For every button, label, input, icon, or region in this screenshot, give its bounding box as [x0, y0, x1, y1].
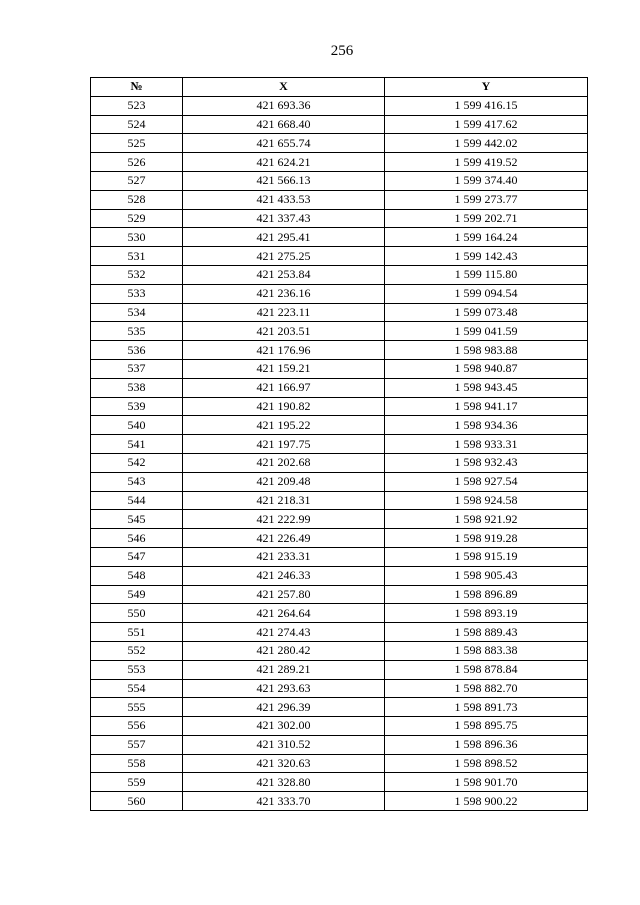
cell-y: 1 598 898.52 [385, 754, 588, 773]
cell-x: 421 275.25 [183, 247, 385, 266]
cell-x: 421 236.16 [183, 284, 385, 303]
cell-number: 536 [91, 341, 183, 360]
cell-x: 421 337.43 [183, 209, 385, 228]
cell-y: 1 599 442.02 [385, 134, 588, 153]
cell-x: 421 264.64 [183, 604, 385, 623]
table-header-row [91, 78, 588, 97]
cell-number: 553 [91, 660, 183, 679]
cell-x: 421 233.31 [183, 547, 385, 566]
table-row [91, 660, 588, 679]
cell-number: 535 [91, 322, 183, 341]
cell-x: 421 296.39 [183, 698, 385, 717]
cell-y: 1 598 915.19 [385, 547, 588, 566]
cell-x: 421 295.41 [183, 228, 385, 247]
cell-x: 421 218.31 [183, 491, 385, 510]
table-row [91, 416, 588, 435]
cell-x: 421 190.82 [183, 397, 385, 416]
table-body [91, 96, 588, 810]
table-row [91, 284, 588, 303]
table-row [91, 510, 588, 529]
column-header-number: № [91, 78, 183, 97]
cell-x: 421 209.48 [183, 472, 385, 491]
cell-number: 551 [91, 623, 183, 642]
cell-number: 539 [91, 397, 183, 416]
cell-x: 421 328.80 [183, 773, 385, 792]
table-row [91, 397, 588, 416]
column-header-y: Y [385, 78, 588, 97]
cell-number: 533 [91, 284, 183, 303]
table-row [91, 190, 588, 209]
cell-y: 1 598 895.75 [385, 717, 588, 736]
cell-x: 421 280.42 [183, 641, 385, 660]
cell-y: 1 599 417.62 [385, 115, 588, 134]
cell-y: 1 599 273.77 [385, 190, 588, 209]
table-row [91, 209, 588, 228]
cell-x: 421 333.70 [183, 792, 385, 811]
cell-x: 421 566.13 [183, 171, 385, 190]
cell-number: 534 [91, 303, 183, 322]
cell-number: 543 [91, 472, 183, 491]
cell-y: 1 598 896.36 [385, 735, 588, 754]
cell-number: 548 [91, 566, 183, 585]
cell-x: 421 668.40 [183, 115, 385, 134]
cell-number: 554 [91, 679, 183, 698]
table-row [91, 378, 588, 397]
column-header-x: X [183, 78, 385, 97]
cell-y: 1 598 983.88 [385, 341, 588, 360]
cell-number: 558 [91, 754, 183, 773]
cell-number: 538 [91, 378, 183, 397]
cell-number: 544 [91, 491, 183, 510]
table-row [91, 435, 588, 454]
cell-x: 421 624.21 [183, 153, 385, 172]
table-row [91, 341, 588, 360]
cell-number: 547 [91, 547, 183, 566]
cell-number: 552 [91, 641, 183, 660]
table-row [91, 153, 588, 172]
cell-number: 524 [91, 115, 183, 134]
cell-y: 1 599 202.71 [385, 209, 588, 228]
cell-number: 523 [91, 96, 183, 115]
cell-x: 421 302.00 [183, 717, 385, 736]
cell-y: 1 598 900.22 [385, 792, 588, 811]
table-row [91, 491, 588, 510]
cell-number: 529 [91, 209, 183, 228]
cell-number: 546 [91, 529, 183, 548]
cell-y: 1 599 115.80 [385, 265, 588, 284]
cell-y: 1 598 934.36 [385, 416, 588, 435]
cell-number: 550 [91, 604, 183, 623]
cell-number: 541 [91, 435, 183, 454]
cell-y: 1 598 893.19 [385, 604, 588, 623]
table-row [91, 604, 588, 623]
table-row [91, 303, 588, 322]
cell-x: 421 320.63 [183, 754, 385, 773]
cell-y: 1 599 416.15 [385, 96, 588, 115]
cell-y: 1 598 882.70 [385, 679, 588, 698]
cell-x: 421 166.97 [183, 378, 385, 397]
cell-x: 421 246.33 [183, 566, 385, 585]
coordinates-table [90, 77, 588, 811]
cell-number: 556 [91, 717, 183, 736]
table-row [91, 359, 588, 378]
cell-x: 421 203.51 [183, 322, 385, 341]
table-row [91, 717, 588, 736]
table-row [91, 792, 588, 811]
cell-x: 421 226.49 [183, 529, 385, 548]
table-row [91, 585, 588, 604]
cell-x: 421 310.52 [183, 735, 385, 754]
cell-y: 1 598 943.45 [385, 378, 588, 397]
cell-x: 421 293.63 [183, 679, 385, 698]
table-row [91, 265, 588, 284]
table-row [91, 115, 588, 134]
cell-x: 421 257.80 [183, 585, 385, 604]
table-row [91, 529, 588, 548]
table-row [91, 171, 588, 190]
cell-y: 1 598 889.43 [385, 623, 588, 642]
cell-y: 1 599 094.54 [385, 284, 588, 303]
cell-y: 1 598 941.17 [385, 397, 588, 416]
cell-number: 532 [91, 265, 183, 284]
cell-number: 530 [91, 228, 183, 247]
table-row [91, 754, 588, 773]
cell-number: 526 [91, 153, 183, 172]
cell-number: 542 [91, 453, 183, 472]
cell-number: 545 [91, 510, 183, 529]
cell-number: 560 [91, 792, 183, 811]
table-row [91, 472, 588, 491]
cell-x: 421 176.96 [183, 341, 385, 360]
cell-y: 1 598 919.28 [385, 529, 588, 548]
cell-y: 1 598 891.73 [385, 698, 588, 717]
table-row [91, 134, 588, 153]
cell-number: 531 [91, 247, 183, 266]
cell-y: 1 599 041.59 [385, 322, 588, 341]
cell-x: 421 223.11 [183, 303, 385, 322]
cell-y: 1 598 896.89 [385, 585, 588, 604]
page-number: 256 [330, 43, 354, 59]
cell-y: 1 598 883.38 [385, 641, 588, 660]
cell-y: 1 599 419.52 [385, 153, 588, 172]
cell-y: 1 599 164.24 [385, 228, 588, 247]
cell-y: 1 599 374.40 [385, 171, 588, 190]
table-row [91, 566, 588, 585]
cell-number: 555 [91, 698, 183, 717]
table-row [91, 735, 588, 754]
cell-y: 1 598 878.84 [385, 660, 588, 679]
cell-y: 1 599 073.48 [385, 303, 588, 322]
cell-y: 1 598 901.70 [385, 773, 588, 792]
table-row [91, 96, 588, 115]
table-row [91, 623, 588, 642]
cell-number: 559 [91, 773, 183, 792]
cell-y: 1 598 940.87 [385, 359, 588, 378]
cell-x: 421 274.43 [183, 623, 385, 642]
table-row [91, 322, 588, 341]
cell-y: 1 598 932.43 [385, 453, 588, 472]
cell-number: 540 [91, 416, 183, 435]
cell-x: 421 655.74 [183, 134, 385, 153]
cell-number: 525 [91, 134, 183, 153]
table-row [91, 228, 588, 247]
cell-x: 421 195.22 [183, 416, 385, 435]
table-row [91, 453, 588, 472]
cell-x: 421 159.21 [183, 359, 385, 378]
cell-number: 557 [91, 735, 183, 754]
cell-y: 1 598 905.43 [385, 566, 588, 585]
cell-y: 1 598 924.58 [385, 491, 588, 510]
cell-number: 537 [91, 359, 183, 378]
table-row [91, 247, 588, 266]
cell-x: 421 222.99 [183, 510, 385, 529]
table-row [91, 773, 588, 792]
cell-y: 1 598 921.92 [385, 510, 588, 529]
cell-x: 421 202.68 [183, 453, 385, 472]
cell-y: 1 598 927.54 [385, 472, 588, 491]
table-row [91, 679, 588, 698]
table-row [91, 641, 588, 660]
cell-x: 421 433.53 [183, 190, 385, 209]
cell-y: 1 599 142.43 [385, 247, 588, 266]
cell-y: 1 598 933.31 [385, 435, 588, 454]
cell-number: 527 [91, 171, 183, 190]
cell-x: 421 253.84 [183, 265, 385, 284]
cell-number: 528 [91, 190, 183, 209]
cell-x: 421 197.75 [183, 435, 385, 454]
cell-number: 549 [91, 585, 183, 604]
cell-x: 421 289.21 [183, 660, 385, 679]
cell-x: 421 693.36 [183, 96, 385, 115]
table-row [91, 698, 588, 717]
table-row [91, 547, 588, 566]
